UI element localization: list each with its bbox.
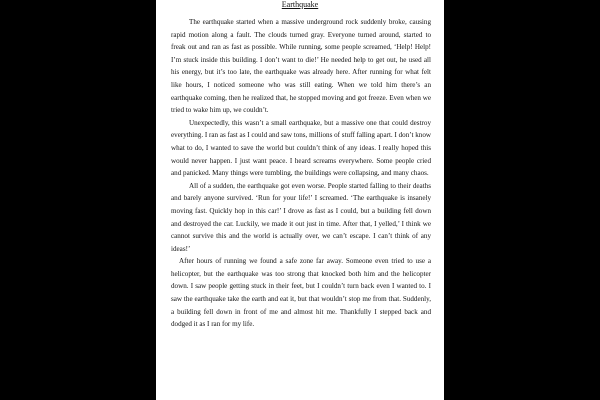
- document-title: Earthquake: [281, 0, 319, 9]
- paragraph-3: All of a sudden, the earthquake got even worse. People started falling to their deaths and barely anyone survived. ‘Run for your life!’ I screamed. ‘The earthquake is insanely moving fast. Quickly hop in this car!’ I drove as fast as I could, but a building fell down and destroyed the car. Luckily, we made it out just in time. After that, I yelled,’ I think we cannot survive this and the world is actually over, we can’t escape. I can’t think of any ideas!’: [171, 181, 431, 253]
- paragraph-4: After hours of running we found a safe zone far away. Someone even tried to use a helicopter, but the earthquake was too strong that knocked both him and the helicopter down. I saw people getting stuck in their feet, but I couldn’t turn back even I wanted to. I saw the earthquake take the earth and eat it, but that wouldn’t stop me from that. Suddenly, a building fell down in front of me and almost hit me. Thankfully I stepped back and dodged it as I ran for my life.: [171, 257, 431, 329]
- document-page: [156, 0, 444, 400]
- document-body: [171, 16, 431, 331]
- paragraph-2: Unexpectedly, this wasn’t a small earthquake, but a massive one that could destroy everything. I ran as fast as I could and saw tons, millions of stuff falling apart. I don’t know what to do, I wanted to save the world but couldn’t think of any ideas. I really hoped this would never happen. I just want peace. I heard screams everywhere. Some people cried and panicked. Many things were tumbling, the buildings were collapsing, and many chaos.: [171, 118, 431, 178]
- paragraph-1: The earthquake started when a massive underground rock suddenly broke, causing rapid motion along a fault. The clouds turned gray. Everyone turned around, started to freak out and ran as fast as possible. While running, some people screamed, ‘Help! Help! I’m stuck inside this building. I don’t want to die!’ He needed help to get out, he used all his energy, but it’s too late, the earthquake was already here. After running for what felt like hours, I noticed someone who was still eating. When we told him there’s an earthquake coming, then he realized that, he stopped moving and got freeze. Even when we tried to wake him up, we couldn’t.: [171, 18, 431, 115]
